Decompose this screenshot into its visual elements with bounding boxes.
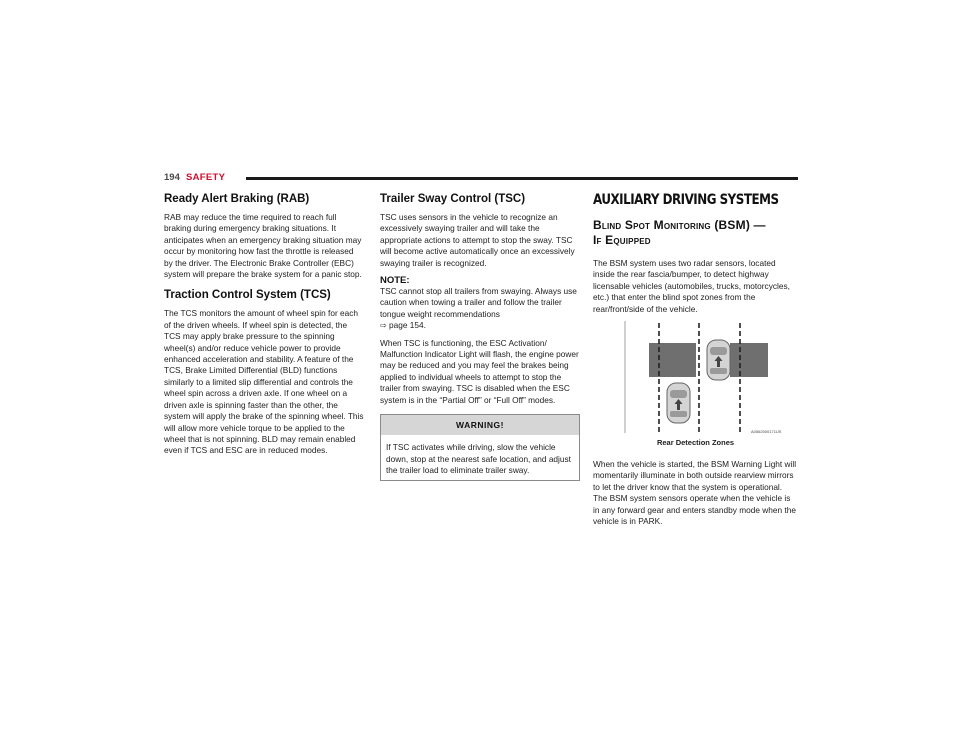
blind-zone-left bbox=[649, 343, 696, 377]
page-header bbox=[164, 172, 798, 186]
warning-box bbox=[380, 414, 580, 481]
tsc-heading: Trailer Sway Control (TSC) bbox=[380, 193, 526, 205]
column-middle bbox=[380, 192, 580, 481]
bsm-operation: When the vehicle is started, the BSM Warning Light will momentarily illuminate in both outside rearview mirrors to let the driver know that the system is operational. The BSM system sensors operate when the vehicle is in any forward gear and enters standby mode when the vehicle is in PARK. bbox=[593, 459, 797, 527]
page-number: 194 bbox=[164, 172, 180, 183]
note-block bbox=[380, 275, 580, 332]
section-label: SAFETY bbox=[186, 172, 226, 183]
bsm-intro: The BSM system uses two radar sensors, located inside the rear fascia/bumper, to detect highway licensable vehicles (automobiles, trucks, motorcycles, etc.) that enter the blind spot zones from the rear/front/side of the vehicle. bbox=[593, 258, 790, 314]
overtaking-vehicle-icon bbox=[667, 383, 690, 423]
tcs-heading: Traction Control System (TCS) bbox=[164, 289, 331, 302]
page-ref-arrow-icon: ⇨ bbox=[380, 321, 387, 331]
rab-paragraph: RAB may reduce the time required to reach full braking during emergency braking situations. It anticipates when an emergency braking situation may occur by monitoring how fast the throttle is released by the driver. The Electronic Brake Controller (EBC) system will prepare the brake system for a panic stop. bbox=[164, 212, 362, 280]
bsm-heading bbox=[593, 218, 798, 248]
warning-text: If TSC activates while driving, slow the vehicle down, stop at the nearest safe location, and adjust the trailer load to eliminate trailer sway. bbox=[386, 442, 571, 475]
warning-title: WARNING! bbox=[381, 415, 579, 435]
header-rule bbox=[246, 177, 798, 180]
host-vehicle-icon bbox=[707, 340, 730, 380]
figure-caption: Rear Detection Zones bbox=[656, 438, 735, 448]
rear-detection-figure bbox=[593, 321, 798, 453]
note-page-link[interactable]: page 154. bbox=[389, 320, 426, 331]
bsm-heading-line1: Blind Spot Monitoring (BSM) — bbox=[593, 218, 766, 232]
bsm-heading-line2: If Equipped bbox=[593, 233, 651, 247]
note-paragraph bbox=[380, 286, 580, 332]
tcs-paragraph: The TCS monitors the amount of wheel spin for each of the driven wheels. If wheel spin is detected, the TCS may apply brake pressure to the spinning wheel(s) and/or reduce vehicle power to provide enhanced acceleration and stability. A feature of the TCS, Brake Limited Differential (BLD) functions similarly to a limited slip differential and controls the wheel spin across a driven axle. If one wheel on a driven axle is spinning faster than the other, the system will apply the brake of the spinning wheel. This will allow more vehicle torque to be applied to the wheel that is not spinning. BLD may remain enabled even if TCS and ESC are in reduced modes. bbox=[164, 308, 364, 456]
section-title: AUXILIARY DRIVING SYSTEMS bbox=[593, 192, 779, 208]
note-label: NOTE: bbox=[380, 275, 410, 287]
column-left bbox=[164, 192, 364, 463]
esc-paragraph: When TSC is functioning, the ESC Activation/ Malfunction Indicator Light will flash, the engine power may be reduced and you may feel the brakes being applied to individual wheels to attempt to stop the trailer from swaying. TSC is disabled when the ESC system is in the “Partial Off” or “Full Off” modes. bbox=[380, 337, 579, 405]
warning-body bbox=[381, 435, 579, 480]
figure-code: A0562000171US bbox=[751, 429, 782, 435]
blind-zone-right bbox=[730, 343, 768, 377]
tsc-paragraph: TSC uses sensors in the vehicle to recognize an excessively swaying trailer and will take the appropriate actions to attempt to stop the sway. TSC will become active automatically once an excessively swaying trailer is recognized. bbox=[380, 212, 575, 268]
column-right bbox=[593, 192, 798, 533]
rab-heading: Ready Alert Braking (RAB) bbox=[164, 193, 310, 205]
note-text: TSC cannot stop all trailers from swaying. Always use caution when towing a trailer and follow the trailer tongue weight recommendations bbox=[380, 286, 577, 319]
